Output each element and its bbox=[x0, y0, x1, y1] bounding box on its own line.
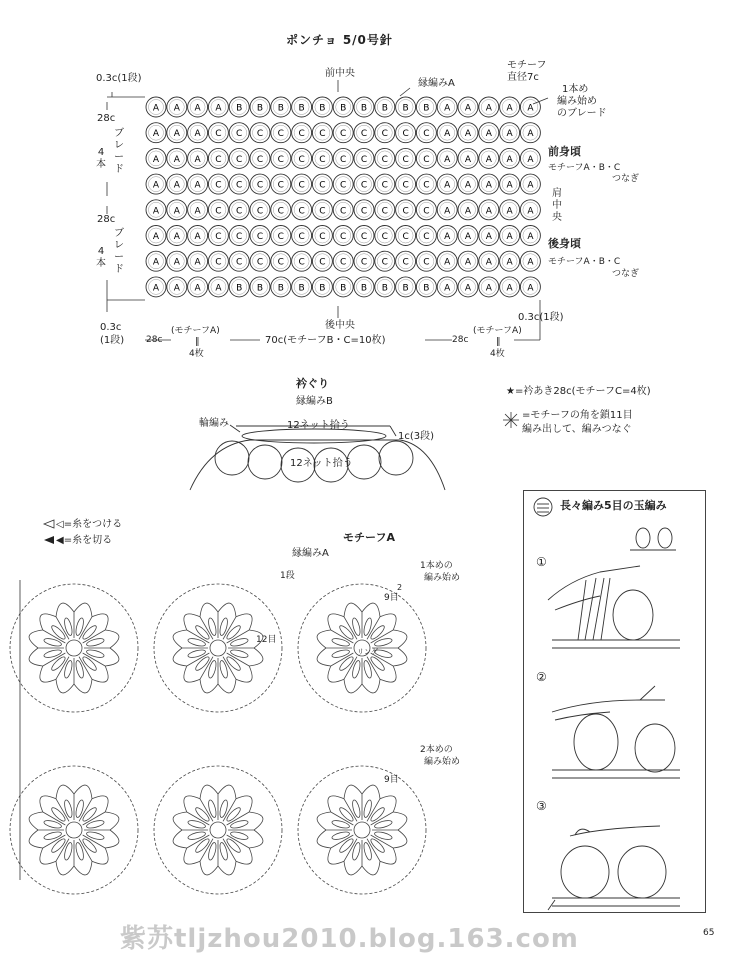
motif-letter: A bbox=[527, 129, 534, 140]
back-center-label: 後中央 bbox=[325, 320, 355, 331]
motif-letter: A bbox=[527, 154, 534, 165]
motif-letter: A bbox=[444, 129, 451, 140]
motif-letter: C bbox=[423, 180, 430, 191]
motif-letter: A bbox=[152, 232, 160, 242]
left-upper-desc: ブレード bbox=[114, 128, 124, 175]
technique-box bbox=[523, 490, 706, 913]
motif-letter: A bbox=[152, 129, 160, 140]
top-left-row-label: 0.3c(1段) bbox=[96, 73, 142, 84]
motif-letter: B bbox=[277, 103, 284, 114]
motif-letter: A bbox=[464, 257, 472, 268]
watermark: 紫苏tljzhou2010.blog.163.com bbox=[120, 924, 579, 954]
motif-letter: B bbox=[402, 103, 409, 114]
motif-letter: C bbox=[360, 154, 368, 165]
motif-letter: A bbox=[152, 180, 160, 191]
motif-letter: C bbox=[277, 257, 284, 268]
motif-letter: C bbox=[319, 180, 326, 191]
motif-letter: A bbox=[444, 283, 451, 294]
motif-letter: C bbox=[423, 232, 430, 242]
note-join-1: =モチーフの角を鎖11目 bbox=[522, 410, 633, 421]
motif-letter: A bbox=[527, 103, 534, 114]
motif-letter: A bbox=[485, 154, 492, 165]
collar-rows: 1c(3段) bbox=[398, 431, 435, 442]
motif-letter: C bbox=[381, 232, 388, 242]
motif-letter: A bbox=[485, 129, 492, 140]
motif-a-edge: 縁編みA bbox=[292, 548, 329, 559]
motif-letter: C bbox=[256, 257, 264, 268]
motif-letter: B bbox=[381, 103, 388, 114]
nine-top: 9目 bbox=[384, 593, 399, 603]
motif-letter: C bbox=[236, 232, 243, 242]
motif-letter: A bbox=[485, 206, 492, 217]
motif-letter: A bbox=[152, 154, 160, 165]
motif-letter: C bbox=[298, 257, 305, 268]
nine-bottom: 9目 bbox=[384, 775, 399, 785]
back-body-join: つなぎ bbox=[612, 269, 640, 279]
motif-letter: B bbox=[402, 283, 409, 294]
motif-letter: B bbox=[423, 283, 430, 294]
motif-letter: C bbox=[319, 257, 326, 268]
motif-letter: B bbox=[340, 283, 347, 294]
motif-letter: C bbox=[340, 154, 347, 165]
bottom-left-rows: (1段) bbox=[100, 335, 125, 346]
motif-letter: A bbox=[194, 103, 201, 114]
crochet-flower-icon bbox=[10, 766, 138, 894]
dim-right-count: 4枚 bbox=[490, 349, 505, 359]
dim-right-size: 28c bbox=[452, 335, 469, 345]
motif-letter: C bbox=[236, 180, 243, 191]
motif-letter: A bbox=[152, 103, 160, 114]
crochet-flower-icon bbox=[154, 584, 282, 712]
crochet-flower-icon bbox=[154, 766, 282, 894]
motif-letter: A bbox=[152, 206, 160, 217]
crochet-flower-icon bbox=[298, 766, 426, 894]
join-symbol-icon bbox=[503, 412, 519, 428]
motif-letter: A bbox=[215, 103, 222, 114]
motif-letter: C bbox=[215, 180, 222, 191]
motif-a-title: モチーフA bbox=[343, 531, 395, 544]
motif-letter: C bbox=[215, 206, 222, 217]
motif-letter: B bbox=[277, 283, 284, 294]
motif-letter: A bbox=[173, 129, 180, 140]
left-upper-size: 28c bbox=[97, 113, 116, 124]
legend-attach: ◁=糸をつける bbox=[56, 519, 123, 530]
motif-letter: C bbox=[215, 129, 222, 140]
motif-letter: B bbox=[298, 283, 305, 294]
motif-letter: C bbox=[236, 206, 243, 217]
motif-letter: B bbox=[340, 103, 347, 114]
motif-letter: B bbox=[236, 283, 243, 294]
motif-letter: A bbox=[173, 206, 180, 217]
motif-letter: C bbox=[319, 154, 326, 165]
motif-letter: A bbox=[464, 283, 472, 294]
motif-letter: B bbox=[256, 283, 264, 294]
two-label: 2 bbox=[397, 583, 403, 592]
motif-letter: C bbox=[298, 232, 305, 242]
motif-letter: A bbox=[527, 180, 534, 191]
motif-letter: C bbox=[236, 257, 243, 268]
motif-letter: C bbox=[277, 129, 284, 140]
motif-letter: C bbox=[402, 154, 409, 165]
dim-left-motif: (モチーフA) bbox=[171, 326, 220, 336]
collar-net-top: 12ネット拾う bbox=[287, 420, 350, 431]
motif-letter: C bbox=[256, 180, 264, 191]
motif-stitches: 12目 bbox=[256, 635, 277, 645]
motif-letter: C bbox=[298, 129, 305, 140]
motif-letter: A bbox=[485, 103, 492, 114]
motif-letter: A bbox=[444, 103, 451, 114]
motif-letter: A bbox=[464, 103, 472, 114]
dim-left-size: 28c bbox=[146, 335, 163, 345]
motif-letter: C bbox=[381, 129, 388, 140]
motif-letter: C bbox=[277, 232, 284, 242]
motif-letter: B bbox=[360, 283, 368, 294]
motif-letter: A bbox=[444, 257, 451, 268]
motif-letter: C bbox=[423, 257, 430, 268]
motif-letter: A bbox=[485, 283, 492, 294]
motif-letter: C bbox=[256, 232, 264, 242]
poncho-motif-grid bbox=[146, 97, 540, 297]
dim-right-eq: ‖ bbox=[496, 337, 501, 347]
motif-letter: A bbox=[506, 283, 513, 294]
motif-letter: A bbox=[485, 232, 492, 242]
motif-letter: C bbox=[360, 206, 368, 217]
motif-letter: C bbox=[423, 129, 430, 140]
braid-start-1: 1本め bbox=[562, 84, 589, 95]
motif-letter: A bbox=[194, 180, 201, 191]
motif-letter: C bbox=[236, 154, 243, 165]
motif-letter: A bbox=[527, 206, 534, 217]
motif-letter: A bbox=[506, 232, 513, 242]
shoulder-center: 肩中央 bbox=[552, 188, 562, 223]
motif-letter: C bbox=[319, 232, 326, 242]
ring-label: リング bbox=[357, 648, 378, 656]
motif-letter: B bbox=[423, 103, 430, 114]
motif-letter: C bbox=[340, 206, 347, 217]
motif-letter: A bbox=[527, 232, 534, 242]
motif-letter: A bbox=[527, 283, 534, 294]
motif-letter: C bbox=[215, 232, 222, 242]
motif-letter: C bbox=[256, 129, 264, 140]
motif-letter: A bbox=[527, 257, 534, 268]
motif-letter: A bbox=[464, 206, 472, 217]
motif-letter: C bbox=[215, 257, 222, 268]
motif-letter: B bbox=[319, 103, 326, 114]
motif-letter: A bbox=[444, 232, 451, 242]
motif-letter: C bbox=[381, 257, 388, 268]
crochet-flower-icon bbox=[10, 584, 138, 712]
motif-letter: A bbox=[506, 129, 513, 140]
motif-letter: C bbox=[256, 154, 264, 165]
motif-letter: C bbox=[319, 129, 326, 140]
motif-letter: C bbox=[340, 257, 347, 268]
legend-cut: ◀=糸を切る bbox=[56, 535, 113, 546]
step-2: ② bbox=[536, 670, 547, 684]
attach-triangle-icon bbox=[44, 520, 54, 528]
motif-letter: C bbox=[360, 129, 368, 140]
motif-letter: B bbox=[360, 103, 368, 114]
motif-letter: A bbox=[506, 103, 513, 114]
step-1: ① bbox=[536, 555, 547, 569]
collar-edge: 縁編みB bbox=[296, 396, 333, 407]
motif-letter: A bbox=[152, 283, 160, 294]
motif-a-row1: 1段 bbox=[280, 571, 295, 581]
motif-letter: A bbox=[444, 206, 451, 217]
motif-letter: B bbox=[319, 283, 326, 294]
motif-letter: A bbox=[506, 180, 513, 191]
technique-title: 長々編み5目の玉編み bbox=[560, 499, 667, 512]
motif-letter: C bbox=[402, 206, 409, 217]
start1-b: 編み始め bbox=[424, 573, 461, 583]
motif-letter: C bbox=[381, 206, 388, 217]
motif-letter: A bbox=[506, 154, 513, 165]
motif-letter: A bbox=[485, 180, 492, 191]
braid-start-3: のブレード bbox=[557, 108, 607, 119]
dim-middle: 70c(モチーフB・C=10枚) bbox=[265, 335, 386, 346]
left-lower-size: 28c bbox=[97, 214, 116, 225]
motif-letter: A bbox=[506, 206, 513, 217]
motif-letter: C bbox=[256, 206, 264, 217]
motif-letter: C bbox=[360, 257, 368, 268]
page-title: ポンチョ 5/0号針 bbox=[286, 33, 393, 47]
motif-letter: B bbox=[236, 103, 243, 114]
start2-a: 2本めの bbox=[420, 745, 453, 755]
collar-title: 衿ぐり bbox=[296, 377, 329, 390]
motif-letter: C bbox=[340, 232, 347, 242]
motif-letter: C bbox=[215, 154, 222, 165]
motif-letter: A bbox=[464, 180, 472, 191]
motif-letter: A bbox=[194, 232, 201, 242]
motif-letter: C bbox=[340, 129, 347, 140]
motif-letter: C bbox=[298, 154, 305, 165]
motif-letter: A bbox=[485, 257, 492, 268]
motif-letter: A bbox=[444, 154, 451, 165]
collar-ring: 輪編み bbox=[199, 418, 229, 429]
motif-letter: A bbox=[464, 232, 472, 242]
motif-letter: A bbox=[194, 206, 201, 217]
motif-letter: A bbox=[152, 257, 160, 268]
motif-letter: A bbox=[444, 180, 451, 191]
bottom-right-row-label: 0.3c(1段) bbox=[518, 312, 564, 323]
motif-letter: C bbox=[277, 154, 284, 165]
front-center-label: 前中央 bbox=[325, 68, 355, 79]
motif-letter: A bbox=[194, 154, 201, 165]
motif-letter: C bbox=[423, 206, 430, 217]
motif-letter: A bbox=[464, 154, 472, 165]
note-join-2: 編み出して、編みつなぐ bbox=[522, 424, 632, 435]
start1-a: 1本めの bbox=[420, 561, 453, 571]
motif-letter: A bbox=[173, 154, 180, 165]
page-number: 65 bbox=[703, 928, 715, 938]
note-star: ★=衿あき28c(モチーフC=4枚) bbox=[506, 386, 651, 397]
motif-diameter: 直径7c bbox=[507, 72, 539, 83]
motif-letter: C bbox=[236, 129, 243, 140]
back-body-label: 後身頃 bbox=[548, 237, 581, 250]
left-upper-count: 4本 bbox=[96, 147, 106, 170]
motif-letter: C bbox=[319, 206, 326, 217]
motif-label: モチーフ bbox=[507, 60, 547, 71]
dim-left-eq: ‖ bbox=[195, 337, 200, 347]
bottom-left-size: 0.3c bbox=[100, 322, 122, 333]
motif-letter: A bbox=[173, 232, 180, 242]
motif-letter: A bbox=[173, 257, 180, 268]
left-lower-desc: ブレード bbox=[114, 228, 124, 275]
back-body-desc: モチーフA・B・C bbox=[548, 257, 621, 267]
motif-letter: C bbox=[381, 154, 388, 165]
motif-letter: C bbox=[402, 257, 409, 268]
motif-letter: A bbox=[506, 257, 513, 268]
front-body-desc: モチーフA・B・C bbox=[548, 163, 621, 173]
motif-letter: C bbox=[277, 206, 284, 217]
motif-letter: A bbox=[194, 129, 201, 140]
motif-letter: C bbox=[402, 232, 409, 242]
braid-start-2: 編み始め bbox=[557, 96, 597, 107]
motif-letter: C bbox=[360, 180, 368, 191]
motif-letter: B bbox=[298, 103, 305, 114]
left-lower-count: 4本 bbox=[96, 246, 106, 269]
front-body-label: 前身頃 bbox=[548, 145, 581, 158]
motif-letter: C bbox=[340, 180, 347, 191]
motif-letter: C bbox=[381, 180, 388, 191]
motif-letter: A bbox=[173, 180, 180, 191]
motif-letter: A bbox=[173, 103, 180, 114]
motif-letter: C bbox=[423, 154, 430, 165]
motif-letter: B bbox=[256, 103, 264, 114]
motif-letter: A bbox=[464, 129, 472, 140]
dim-right-motif: (モチーフA) bbox=[473, 326, 522, 336]
motif-letter: C bbox=[298, 180, 305, 191]
motif-letter: B bbox=[381, 283, 388, 294]
motif-letter: A bbox=[215, 283, 222, 294]
motif-letter: C bbox=[298, 206, 305, 217]
motif-letter: A bbox=[194, 283, 201, 294]
dim-left-count: 4枚 bbox=[189, 349, 204, 359]
motif-letter: C bbox=[402, 129, 409, 140]
motif-letter: A bbox=[194, 257, 201, 268]
motif-letter: C bbox=[360, 232, 368, 242]
motif-a-chart bbox=[10, 584, 426, 894]
motif-letter: A bbox=[173, 283, 180, 294]
cut-triangle-icon bbox=[44, 536, 54, 544]
motif-letter: C bbox=[402, 180, 409, 191]
start2-b: 編み始め bbox=[424, 757, 461, 767]
step-3: ③ bbox=[536, 799, 547, 813]
collar-net-bottom: 12ネット拾う bbox=[290, 458, 353, 469]
front-body-join: つなぎ bbox=[612, 174, 640, 184]
edge-a-label: 縁編みA bbox=[418, 78, 455, 89]
motif-letter: C bbox=[277, 180, 284, 191]
